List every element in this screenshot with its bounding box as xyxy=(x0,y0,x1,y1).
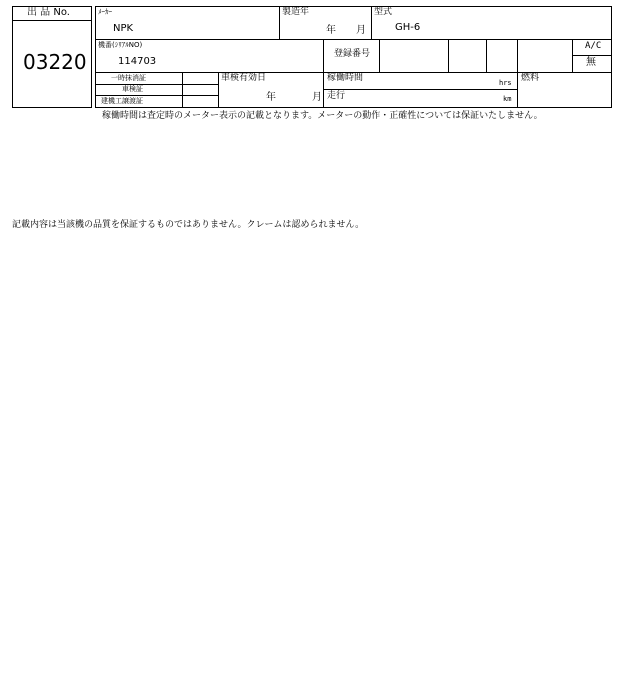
hours-notice: 稼働時間は査定時のメーター表示の記載となります。メーターの動作・正確性については保証いたしません。 xyxy=(102,111,543,121)
serial-label: 機番(ｼﾘｱﾙNO) xyxy=(98,41,143,49)
disclaimer: 記載内容は当該機の品質を保証するものではありません。クレームは認められません。 xyxy=(12,220,365,230)
maker-label: ﾒｰｶｰ xyxy=(98,8,112,16)
certificate-vehicle-inspection: 車検証 xyxy=(122,85,143,93)
inspection-month-unit: 月 xyxy=(312,92,322,103)
inspection-label: 車検有効日 xyxy=(221,73,267,83)
hours-label: 稼働時間 xyxy=(327,73,364,83)
manufacture-year-unit: 年 xyxy=(326,25,336,36)
ac-label: A/C xyxy=(585,41,602,51)
manufacture-year-label: 製造年 xyxy=(282,7,310,17)
certificate-construction-transfer: 建機工譲渡証 xyxy=(101,97,143,105)
certificate-temporary-deregistration: 一時抹消証 xyxy=(111,74,146,82)
inspection-year-unit: 年 xyxy=(266,92,276,103)
registration-label: 登録番号 xyxy=(334,49,371,59)
model-value: GH-6 xyxy=(395,22,421,33)
travel-unit: km xyxy=(503,95,512,103)
lot-number: 03220 xyxy=(23,50,87,74)
travel-label: 走行 xyxy=(327,91,346,101)
ac-value: 無 xyxy=(586,57,596,68)
model-label: 型式 xyxy=(374,7,393,17)
maker-value: NPK xyxy=(113,23,134,34)
serial-value: 114703 xyxy=(118,56,157,67)
hours-unit: hrs xyxy=(499,79,512,87)
fuel-label: 燃料 xyxy=(521,73,540,83)
lot-label: 出 品 No. xyxy=(27,7,70,18)
manufacture-month-unit: 月 xyxy=(356,25,366,36)
